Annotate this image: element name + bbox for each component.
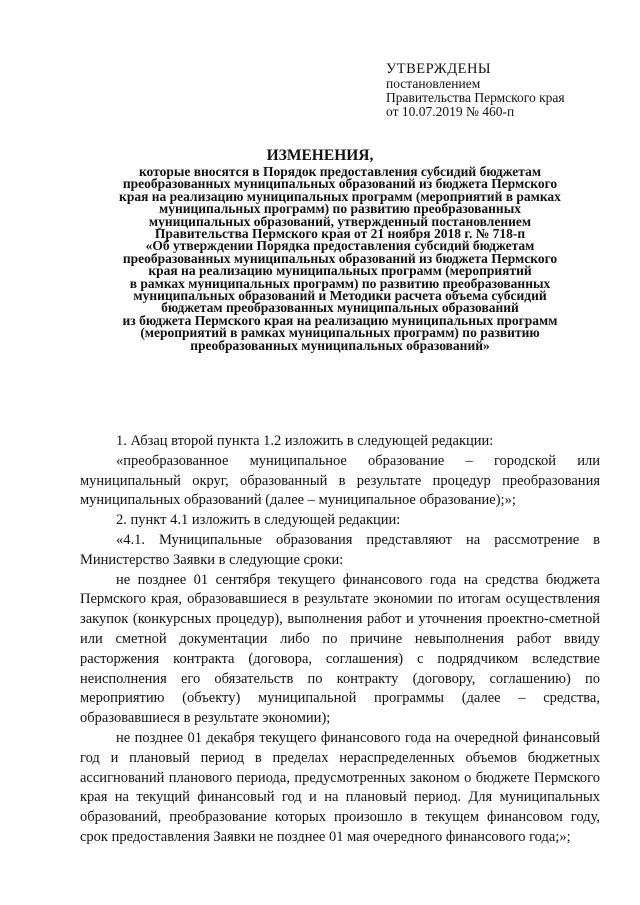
approval-line: Правительства Пермского края xyxy=(386,90,565,105)
subtitle-line: бюджетам преобразованных муниципальных образований xyxy=(161,300,519,316)
subtitle-line: края на реализацию муниципальных программ (мероприятий в рамках xyxy=(119,188,561,204)
subtitle-line: преобразованных муниципальных образований из бюджета Пермского xyxy=(122,176,558,192)
paragraph: 1. Абзац второй пункта 1.2 изложить в следующей редакции: xyxy=(116,433,494,449)
subtitle-line: (мероприятий в рамках муниципальных программ) по развитию xyxy=(140,325,540,341)
paragraph: не позднее 01 сентября текущего финансового года на средства бюджета Пермского края, образовавшиеся в результате экономии по итогам осуществления закупок (конкурсных процедур), выполнения работ и уточнения проектно-сметной или сметной документации либо по причине невыполнения работ ввиду расторжения контракта (договора, соглашения) с подрядчиком вследствие неисполнения его обязательств по контракту (договору, соглашению) по мероприятию (объекту) муниципальной программы (далее – средства, образовавшиеся в результате экономии); xyxy=(80,571,600,727)
subtitle-line: Правительства Пермского края от 21 ноября 2018 г. № 718-п xyxy=(154,226,526,242)
subtitle-line: в рамках муниципальных программ) по развитию преобразованных xyxy=(129,275,551,291)
subtitle-line: муниципальных образований, утвержденный постановлением xyxy=(148,213,532,229)
paragraph: «4.1. Муниципальные образования представляют на рассмотрение в Министерство Заявки в следующие сроки: xyxy=(80,531,600,568)
subtitle-line: из бюджета Пермского края на реализацию муниципальных программ xyxy=(122,312,558,328)
paragraph: 2. пункт 4.1 изложить в следующей редакции: xyxy=(116,512,401,529)
approval-line: постановлением xyxy=(386,76,481,91)
subtitle-line: края на реализацию муниципальных программ (мероприятий xyxy=(148,263,532,279)
subtitle-line: муниципальных программ) по развитию преобразованных xyxy=(159,201,521,217)
approval-stamp xyxy=(386,62,565,119)
subtitle-line: муниципальных образований и Методики расчета объема субсидий xyxy=(133,288,547,304)
paragraph: не позднее 01 декабря текущего финансового года на очередной финансовый год и плановый период в пределах нераспределенных объемов бюджетных ассигнований планового периода, предусмотренных законом о бюджете Пермского края на текущий финансовый год и на плановый период. Для муниципальных образований, преобразование которых произошло в текущем финансовом году, срок предоставления Заявки не позднее 01 мая очередного финансового года;»; xyxy=(80,729,600,845)
approval-line: от 10.07.2019 № 460-п xyxy=(386,104,515,119)
approval-heading: УТВЕРЖДЕНЫ xyxy=(386,61,492,77)
subtitle-line: преобразованных муниципальных образований из бюджета Пермского xyxy=(122,250,558,266)
document-body xyxy=(80,432,600,848)
subtitle-line: которые вносятся в Порядок предоставления субсидий бюджетам xyxy=(138,164,542,179)
document-title: ИЗМЕНЕНИЯ, xyxy=(266,147,374,164)
subtitle-line: «Об утверждении Порядка предоставления субсидий бюджетам xyxy=(145,238,535,254)
paragraph: «преобразованное муниципальное образование – городской или муниципальный округ, образованный в результате процедур преобразования муниципальных образований (далее – муниципальное образование);»; xyxy=(80,452,600,509)
document-subtitle xyxy=(80,166,600,352)
subtitle-line: преобразованных муниципальных образований» xyxy=(190,337,490,353)
